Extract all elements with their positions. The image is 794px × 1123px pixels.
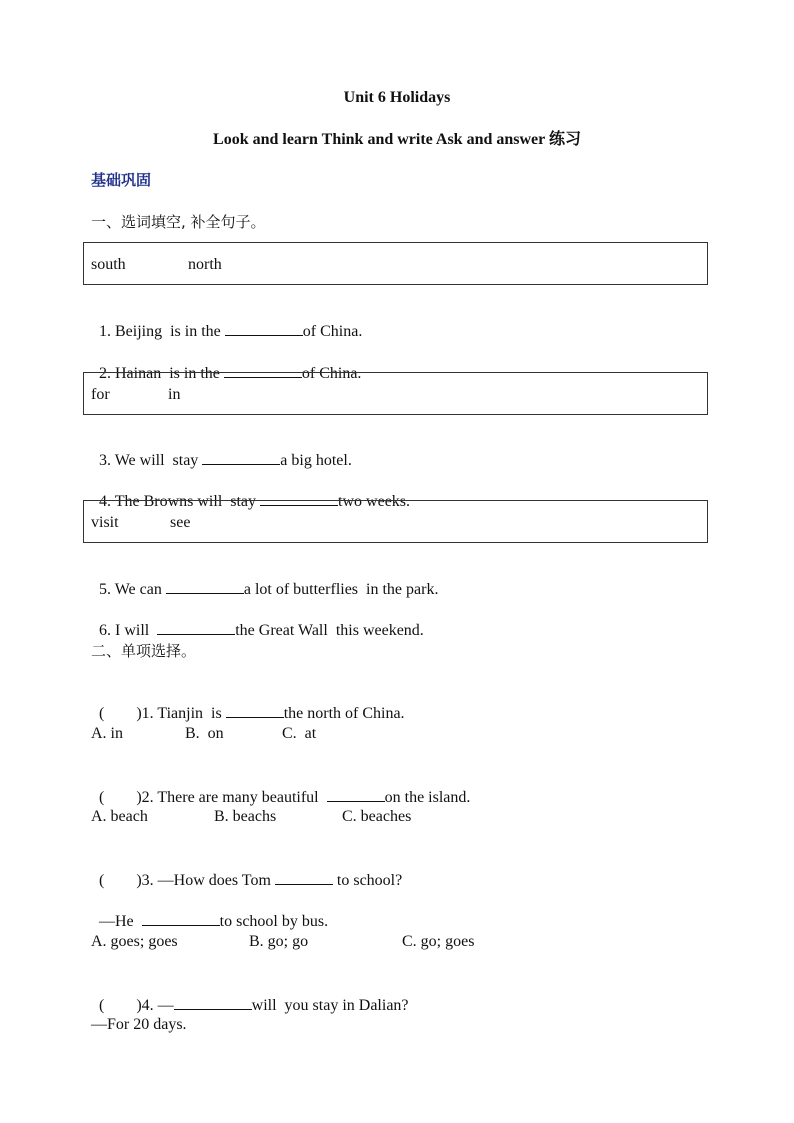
word-option: visit: [91, 514, 119, 531]
option-b[interactable]: B. on: [185, 725, 224, 742]
word-option: for: [91, 386, 110, 403]
answer-paren[interactable]: ( ): [99, 705, 142, 722]
question-text: on the island.: [384, 789, 471, 806]
reply-line-4: —For 20 days.: [91, 1016, 187, 1033]
fill-item-6: [91, 599, 424, 641]
answer-paren[interactable]: ( ): [99, 997, 142, 1014]
word-option: north: [188, 256, 222, 273]
item-text: a big hotel.: [280, 452, 352, 469]
question-text: 4. —: [141, 997, 174, 1014]
answer-blank[interactable]: [225, 320, 303, 336]
choice-question-4: [91, 974, 409, 1016]
answer-blank[interactable]: [275, 869, 333, 885]
section-tag: 基础巩固: [91, 171, 152, 189]
option-a[interactable]: A. goes; goes: [91, 933, 178, 950]
answer-blank[interactable]: [142, 910, 220, 926]
answer-blank[interactable]: [166, 578, 244, 594]
reply-text: to school by bus.: [219, 913, 329, 930]
answer-blank[interactable]: [157, 619, 235, 635]
option-c[interactable]: C. go; goes: [402, 933, 475, 950]
option-a[interactable]: A. in: [91, 725, 123, 742]
item-text: 4. The Browns will stay: [99, 493, 261, 510]
word-option: south: [91, 256, 126, 273]
page-subtitle: Look and learn Think and write Ask and answer 练习: [213, 131, 581, 148]
question-text: the north of China.: [283, 705, 405, 722]
option-b[interactable]: B. go; go: [249, 933, 309, 950]
option-a[interactable]: A. beach: [91, 808, 148, 825]
choice-question-3: [91, 849, 402, 891]
reply-text: —He: [99, 913, 142, 930]
choice-question-2: [91, 766, 470, 808]
question-text: to school?: [332, 872, 403, 889]
fill-item-5: [91, 558, 438, 600]
fill-item-3: [91, 429, 352, 471]
answer-blank[interactable]: [202, 449, 280, 465]
option-b[interactable]: B. beachs: [214, 808, 277, 825]
item-text: of China.: [302, 323, 363, 340]
question-text: 1. Tianjin is: [141, 705, 226, 722]
word-box-1: [83, 242, 708, 285]
word-option: see: [170, 514, 191, 531]
fill-item-1: [91, 300, 362, 342]
part2-heading: 二、单项选择。: [91, 642, 197, 660]
word-box-3: [83, 500, 708, 543]
item-text: 6. I will: [99, 622, 158, 639]
item-text: 2. Hainan is in the: [99, 365, 224, 382]
item-text: 3. We will stay: [99, 452, 203, 469]
answer-blank[interactable]: [226, 702, 284, 718]
option-c[interactable]: C. beaches: [342, 808, 412, 825]
answer-blank[interactable]: [327, 786, 385, 802]
answer-paren[interactable]: ( ): [99, 872, 142, 889]
word-option: in: [168, 386, 181, 403]
item-text: 5. We can: [99, 581, 166, 598]
item-text: the Great Wall this weekend.: [235, 622, 424, 639]
reply-line-3: [91, 890, 328, 932]
part1-heading: 一、选词填空, 补全句子。: [91, 213, 266, 231]
option-c[interactable]: C. at: [282, 725, 317, 742]
item-text: of China.: [301, 365, 362, 382]
choice-question-1: [91, 682, 405, 724]
question-text: will you stay in Dalian?: [251, 997, 409, 1014]
question-text: 2. There are many beautiful: [141, 789, 327, 806]
item-text: 1. Beijing is in the: [99, 323, 225, 340]
word-box-2: [83, 372, 708, 415]
question-text: 3. —How does Tom: [141, 872, 275, 889]
page-title: Unit 6 Holidays: [343, 89, 451, 106]
item-text: a lot of butterflies in the park.: [243, 581, 439, 598]
answer-blank[interactable]: [174, 994, 252, 1010]
answer-paren[interactable]: ( ): [99, 789, 142, 806]
item-text: two weeks.: [338, 493, 411, 510]
